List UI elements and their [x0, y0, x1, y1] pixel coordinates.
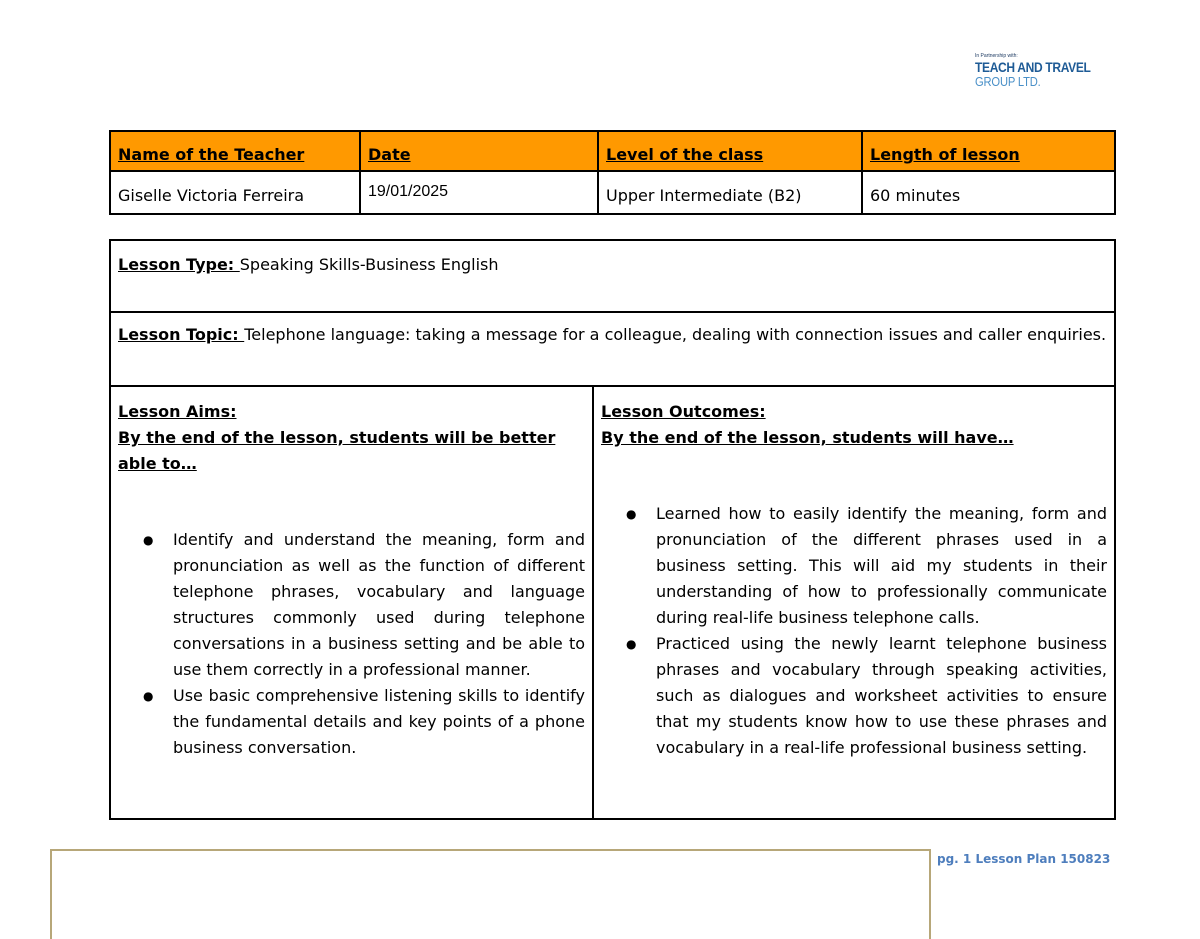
lesson-topic-value: Telephone language: taking a message for a colleague, dealing with connection issues and caller enquiries.	[244, 325, 1107, 344]
logo-main-text: TEACH AND TRAVEL	[975, 59, 1091, 75]
lesson-type-cell	[110, 240, 1115, 312]
date-value: 19/01/2025	[360, 171, 598, 214]
lesson-outcomes-list	[601, 501, 1107, 761]
header-date: Date	[360, 131, 598, 171]
lesson-aims-title: Lesson Aims:	[118, 402, 237, 421]
page-footer-text: pg. 1 Lesson Plan 150823	[937, 852, 1111, 866]
lesson-aims-list	[118, 527, 585, 761]
teacher-info-header-row	[110, 131, 1115, 171]
lesson-topic-row	[110, 312, 1115, 386]
aims-outcomes-row	[110, 386, 1115, 819]
list-item: ● Learned how to easily identify the meaning, form and pronunciation of the different phrases used in a business setting. This will aid my students in their understanding of how to professionally communicate during real-life business telephone calls.	[656, 501, 1107, 631]
list-item: ● Use basic comprehensive listening skills to identify the fundamental details and key points of a phone business conversation.	[173, 683, 585, 761]
teacher-info-value-row	[110, 171, 1115, 214]
spacer	[118, 477, 585, 527]
level-value: Upper Intermediate (B2)	[598, 171, 862, 214]
lesson-aims-cell	[110, 386, 593, 819]
spacer	[601, 451, 1107, 501]
lesson-aims-subtitle: By the end of the lesson, students will be better able to…	[118, 428, 556, 473]
lesson-outcomes-cell	[593, 386, 1115, 819]
lesson-outcomes-title: Lesson Outcomes:	[601, 402, 766, 421]
lesson-topic-cell	[110, 312, 1115, 386]
lesson-details-table	[109, 239, 1116, 820]
teacher-name-value: Giselle Victoria Ferreira	[110, 171, 360, 214]
list-item: ● Identify and understand the meaning, form and pronunciation as well as the function of different telephone phrases, vocabulary and language structures commonly used during telephone conversations in a business setting and be able to use them correctly in a professional manner.	[173, 527, 585, 683]
logo-partnership-text: In Partnership with:	[975, 53, 1018, 59]
footer-box	[50, 849, 931, 939]
teacher-info-table	[109, 130, 1116, 215]
lesson-type-label: Lesson Type:	[118, 255, 240, 274]
list-item: ● Practiced using the newly learnt telephone business phrases and vocabulary through speaking activities, such as dialogues and worksheet activities to ensure that my students know how to use these phrases and vocabulary in a real-life professional business setting.	[656, 631, 1107, 761]
lesson-topic-label: Lesson Topic:	[118, 325, 245, 344]
lesson-type-value: Speaking Skills-Business English	[239, 255, 499, 274]
length-value: 60 minutes	[862, 171, 1115, 214]
logo-sub-text: GROUP LTD.	[975, 74, 1041, 89]
lesson-type-row	[110, 240, 1115, 312]
partner-logo	[975, 53, 1105, 89]
header-level: Level of the class	[598, 131, 862, 171]
header-length: Length of lesson	[862, 131, 1115, 171]
lesson-outcomes-subtitle: By the end of the lesson, students will have…	[601, 428, 1014, 447]
header-teacher-name: Name of the Teacher	[110, 131, 360, 171]
